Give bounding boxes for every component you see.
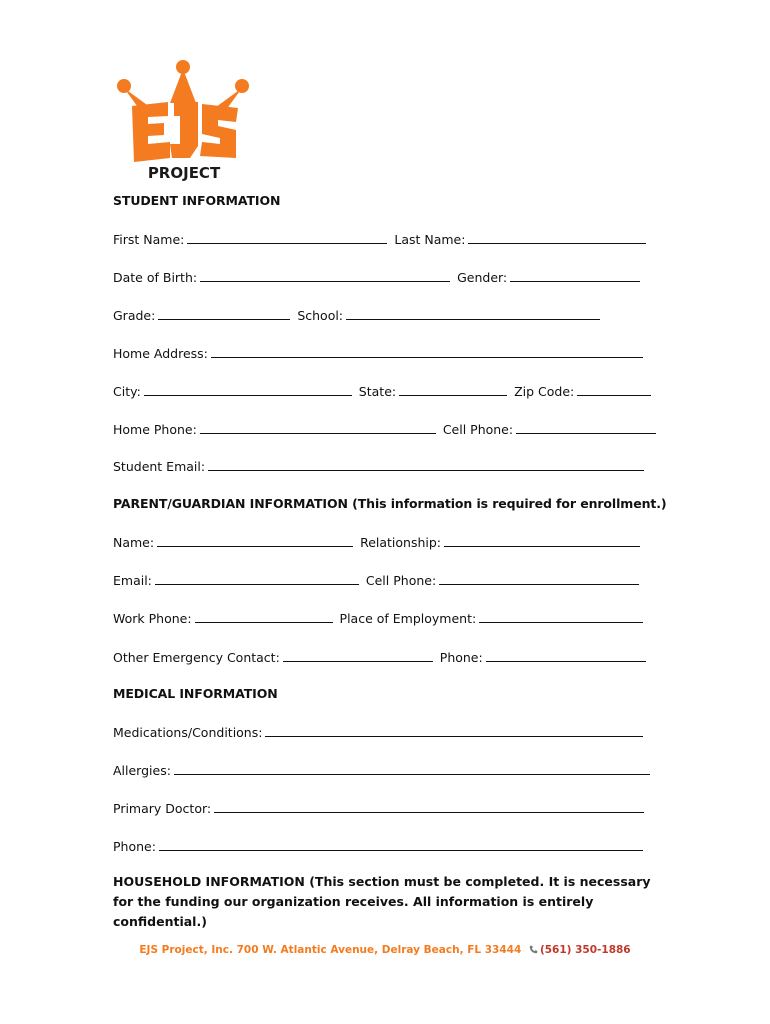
medical-phone-label: Phone: (113, 839, 156, 854)
row-allergies (113, 762, 653, 778)
row-dob (113, 269, 643, 285)
row-parent-name (113, 534, 643, 550)
grade-label: Grade: (113, 308, 156, 323)
row-city (113, 383, 654, 399)
parent-section-title: PARENT/GUARDIAN INFORMATION (This information is required for enrollment.) (113, 496, 667, 511)
row-work (113, 610, 646, 626)
home-address-field[interactable] (211, 345, 643, 358)
row-doctor (113, 800, 647, 816)
ejs-project-logo (114, 58, 254, 183)
student-email-field[interactable] (208, 458, 644, 471)
gender-field[interactable] (510, 269, 640, 282)
cell-phone-field[interactable] (516, 421, 656, 434)
dob-label: Date of Birth: (113, 270, 198, 285)
student-section-title: STUDENT INFORMATION (113, 193, 281, 208)
phone-icon (529, 945, 538, 954)
row-address (113, 345, 646, 361)
parent-cell-field[interactable] (439, 572, 639, 585)
school-label: School: (297, 308, 344, 323)
row-medications (113, 724, 646, 740)
allergies-label: Allergies: (113, 763, 171, 778)
student-email-label: Student Email: (113, 459, 206, 474)
medical-section-title: MEDICAL INFORMATION (113, 686, 278, 701)
emergency-phone-field[interactable] (486, 649, 646, 662)
first-name-field[interactable] (187, 231, 387, 244)
state-field[interactable] (399, 383, 507, 396)
last-name-field[interactable] (468, 231, 646, 244)
medical-phone-field[interactable] (159, 838, 643, 851)
row-parent-email (113, 572, 642, 588)
emergency-label: Other Emergency Contact: (113, 650, 280, 665)
relationship-field[interactable] (444, 534, 640, 547)
zip-field[interactable] (577, 383, 651, 396)
employment-label: Place of Employment: (339, 611, 477, 626)
doctor-field[interactable] (214, 800, 644, 813)
gender-label: Gender: (457, 270, 508, 285)
dob-field[interactable] (200, 269, 450, 282)
row-phones (113, 421, 659, 437)
footer (0, 944, 770, 956)
doctor-label: Primary Doctor: (113, 801, 212, 816)
medications-field[interactable] (265, 724, 643, 737)
home-phone-field[interactable] (200, 421, 436, 434)
home-phone-label: Home Phone: (113, 422, 197, 437)
row-names (113, 231, 649, 247)
school-field[interactable] (346, 307, 600, 320)
emergency-phone-label: Phone: (439, 650, 483, 665)
footer-address: EJS Project, Inc. 700 W. Atlantic Avenue, Delray Beach, FL 33444 (139, 944, 522, 956)
zip-label: Zip Code: (514, 384, 575, 399)
parent-email-label: Email: (113, 573, 152, 588)
employment-field[interactable] (479, 610, 643, 623)
parent-cell-label: Cell Phone: (365, 573, 437, 588)
city-field[interactable] (144, 383, 352, 396)
parent-name-field[interactable] (157, 534, 353, 547)
footer-phone-group (525, 944, 631, 956)
first-name-label: First Name: (113, 232, 185, 247)
cell-phone-label: Cell Phone: (442, 422, 514, 437)
work-phone-label: Work Phone: (113, 611, 192, 626)
parent-email-field[interactable] (155, 572, 359, 585)
city-label: City: (113, 384, 141, 399)
row-grade (113, 307, 603, 323)
household-section-title: HOUSEHOLD INFORMATION (This section must be completed. It is necessary for the funding our organization receives. All information is entirely confidential.) (113, 874, 651, 929)
emergency-field[interactable] (283, 649, 433, 662)
svg-text:PROJECT: PROJECT (147, 164, 221, 182)
last-name-label: Last Name: (394, 232, 466, 247)
state-label: State: (358, 384, 397, 399)
home-address-label: Home Address: (113, 346, 208, 361)
row-emergency (113, 649, 649, 665)
work-phone-field[interactable] (195, 610, 333, 623)
medications-label: Medications/Conditions: (113, 725, 263, 740)
relationship-label: Relationship: (360, 535, 442, 550)
allergies-field[interactable] (174, 762, 650, 775)
row-medical-phone (113, 838, 646, 854)
parent-name-label: Name: (113, 535, 155, 550)
grade-field[interactable] (158, 307, 290, 320)
row-student-email (113, 458, 647, 474)
footer-phone: (561) 350-1886 (539, 944, 631, 956)
